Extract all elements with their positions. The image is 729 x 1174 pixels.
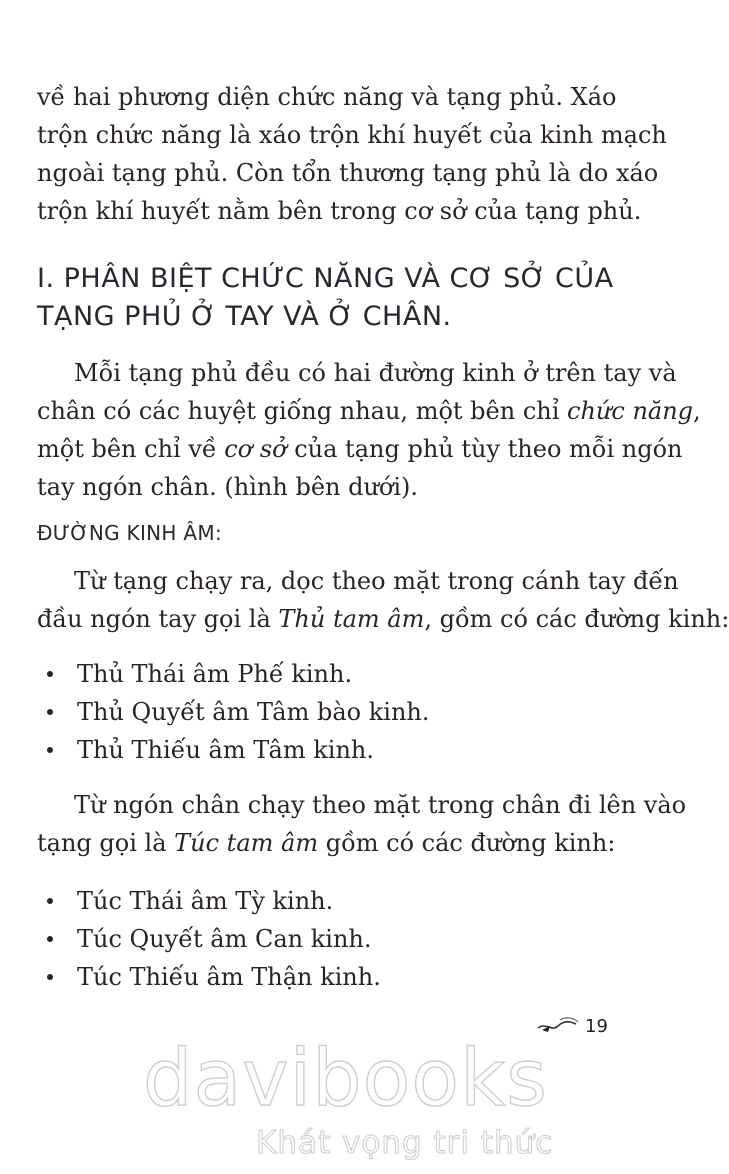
section-heading-line: TẠNG PHỦ Ở TAY VÀ Ở CHÂN. (37, 301, 452, 332)
intro-paragraph (37, 78, 667, 230)
text-run: đầu ngón tay gọi là (37, 605, 279, 633)
text-run: tạng gọi là (37, 829, 175, 857)
italic-term: cơ sở (224, 435, 287, 463)
bullet-icon (47, 747, 53, 753)
list-item-text: Thủ Thiếu âm Tâm kinh. (77, 736, 375, 764)
paragraph-line (37, 824, 657, 862)
hand-meridian-list (47, 655, 430, 769)
list-item (47, 958, 381, 996)
list-item (47, 693, 430, 731)
list-item-text: Thủ Thái âm Phế kinh. (77, 660, 353, 688)
paragraph-line (37, 392, 701, 430)
list-item (47, 731, 430, 769)
bullet-icon (47, 671, 53, 677)
paragraph-line: Mỗi tạng phủ đều có hai đường kinh ở trên tay và (74, 359, 677, 387)
paragraph-line: Từ tạng chạy ra, dọc theo mặt trong cánh tay đến (74, 567, 679, 595)
hand-paragraph (37, 562, 729, 638)
page-number: 19 (585, 1016, 608, 1037)
foot-meridian-list (47, 882, 381, 996)
list-item-text: Túc Thái âm Tỳ kinh. (77, 887, 334, 915)
paragraph-line: tay ngón chân. (hình bên dưới). (37, 473, 419, 501)
section-heading-line: I. PHÂN BIỆT CHỨC NĂNG VÀ CƠ SỞ CỦA (37, 263, 614, 294)
paragraph-line: Từ ngón chân chạy theo mặt trong chân đi lên vào (74, 791, 687, 819)
list-item (47, 655, 430, 693)
intro-line: trộn chức năng là xáo trộn khí huyết của kinh mạch (37, 121, 667, 149)
paragraph-line (37, 600, 729, 638)
intro-line: ngoài tạng phủ. Còn tổn thương tạng phủ là do xáo (37, 159, 659, 187)
section-heading (37, 260, 657, 336)
italic-term: Túc tam âm (174, 829, 319, 857)
list-item (47, 882, 381, 920)
bullet-icon (47, 898, 53, 904)
list-item (47, 920, 381, 958)
list-item-text: Thủ Quyết âm Tâm bào kinh. (77, 698, 430, 726)
text-run: của tạng phủ tùy theo mỗi ngón (286, 435, 683, 463)
list-item-text: Túc Quyết âm Can kinh. (77, 925, 372, 953)
bullet-icon (47, 936, 53, 942)
list-item-text: Túc Thiếu âm Thận kinh. (77, 963, 381, 991)
watermark-tagline: Khát vọng tri thức (256, 1125, 554, 1161)
text-run: chân có các huyệt giống nhau, một bên chỉ (37, 397, 568, 425)
subheading-yin-meridians: ĐƯỜNG KINH ÂM: (37, 521, 222, 545)
foot-paragraph (37, 786, 687, 862)
page-ornament-icon (536, 1014, 580, 1036)
intro-line: về hai phương diện chức năng và tạng phủ. Xáo (37, 83, 617, 111)
bullet-icon (47, 974, 53, 980)
text-run: , (693, 397, 701, 425)
paragraph-line (37, 430, 683, 468)
text-run: gồm có các đường kinh: (318, 829, 616, 857)
text-run: , gồm có các đường kinh: (424, 605, 729, 633)
italic-term: chức năng (567, 397, 694, 425)
watermark-brand: davibooks (143, 1034, 548, 1124)
italic-term: Thủ tam âm (278, 605, 425, 633)
text-run: một bên chỉ về (37, 435, 225, 463)
intro-line: trộn khí huyết nằm bên trong cơ sở của tạng phủ. (37, 197, 642, 225)
bullet-icon (47, 709, 53, 715)
section-paragraph (37, 354, 701, 506)
